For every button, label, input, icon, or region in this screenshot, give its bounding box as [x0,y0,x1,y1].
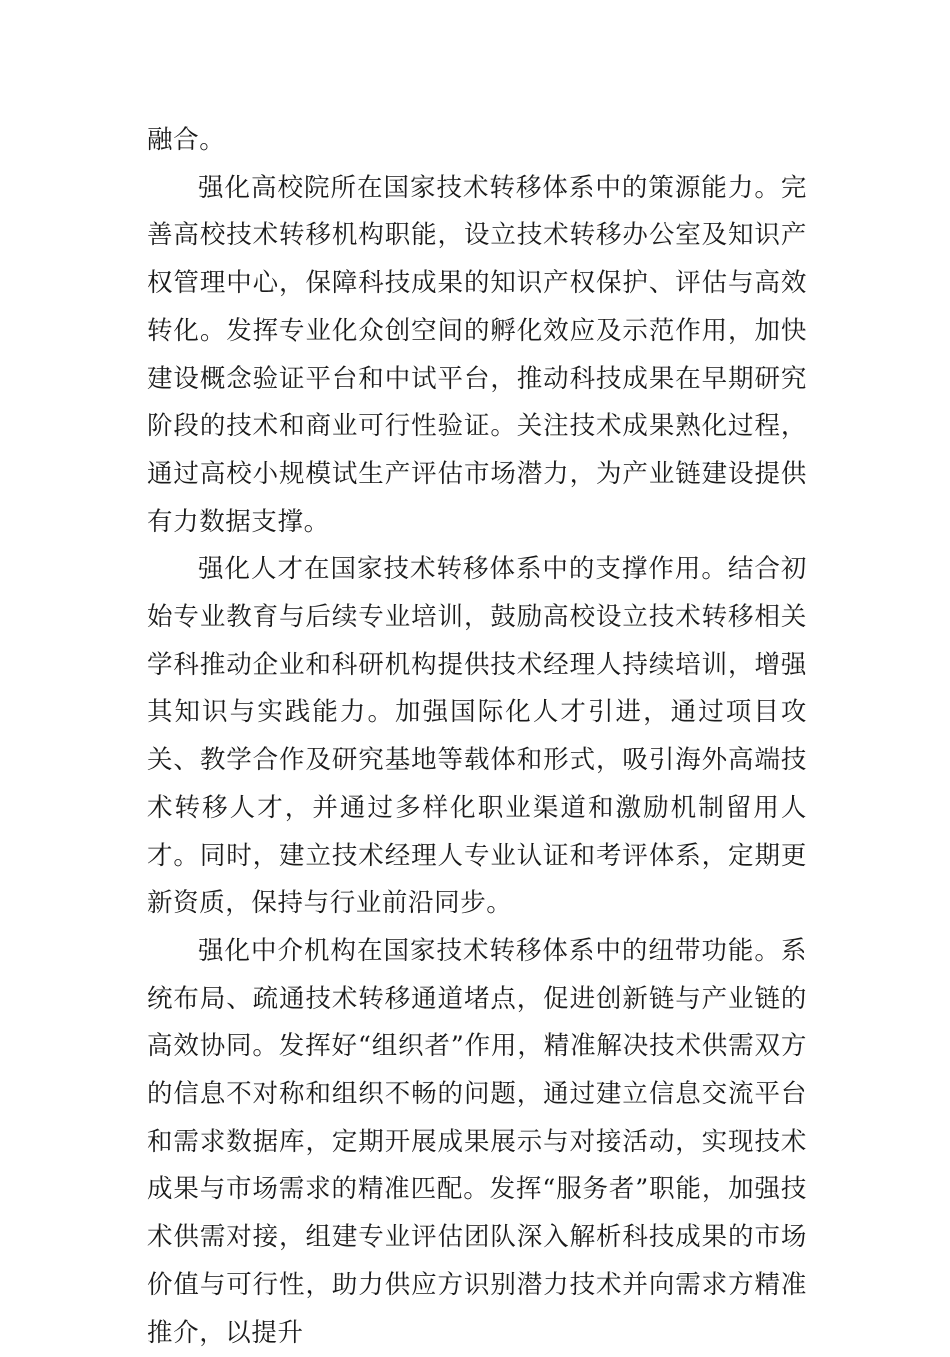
paragraph-talent: 强化人才在国家技术转移体系中的支撑作用。结合初始专业教育与后续专业培训，鼓励高校设立技术转移相关学科推动企业和科研机构提供技术经理人持续培训，增强其知识与实践能力。加强国际化人才引进，通过项目攻关、教学合作及研究基地等载体和形式，吸引海外高端技术转移人才，并通过多样化职业渠道和激励机制留用人才。同时，建立技术经理人专业认证和考评体系，定期更新资质，保持与行业前沿同步。 [147,554,807,919]
paragraph-universities: 强化高校院所在国家技术转移体系中的策源能力。完善高校技术转移机构职能，设立技术转移办公室及知识产权管理中心，保障科技成果的知识产权保护、评估与高效转化。发挥专业化众创空间的孵化效应及示范作用，加快建设概念验证平台和中试平台，推动科技成果在早期研究阶段的技术和商业可行性验证。关注技术成果熟化过程，通过高校小规模试生产评估市场潜力，为产业链建设提供有力数据支撑。 [147,172,807,537]
paragraph-intermediaries: 强化中介机构在国家技术转移体系中的纽带功能。系统布局、疏通技术转移通道堵点，促进创新链与产业链的高效协同。发挥好“组织者”作用，精准解决技术供需双方的信息不对称和组织不畅的问题，通过建立信息交流平台和需求数据库，定期开展成果展示与对接活动，实现技术成果与市场需求的精准匹配。发挥“服务者”职能，加强技术供需对接，组建专业评估团队深入解析科技成果的市场价值与可行性，助力供应方识别潜力技术并向需求方精准推介，以提升 [147,935,807,1348]
body-text [147,117,807,1357]
paragraph-continuation: 融合。 [147,125,226,155]
